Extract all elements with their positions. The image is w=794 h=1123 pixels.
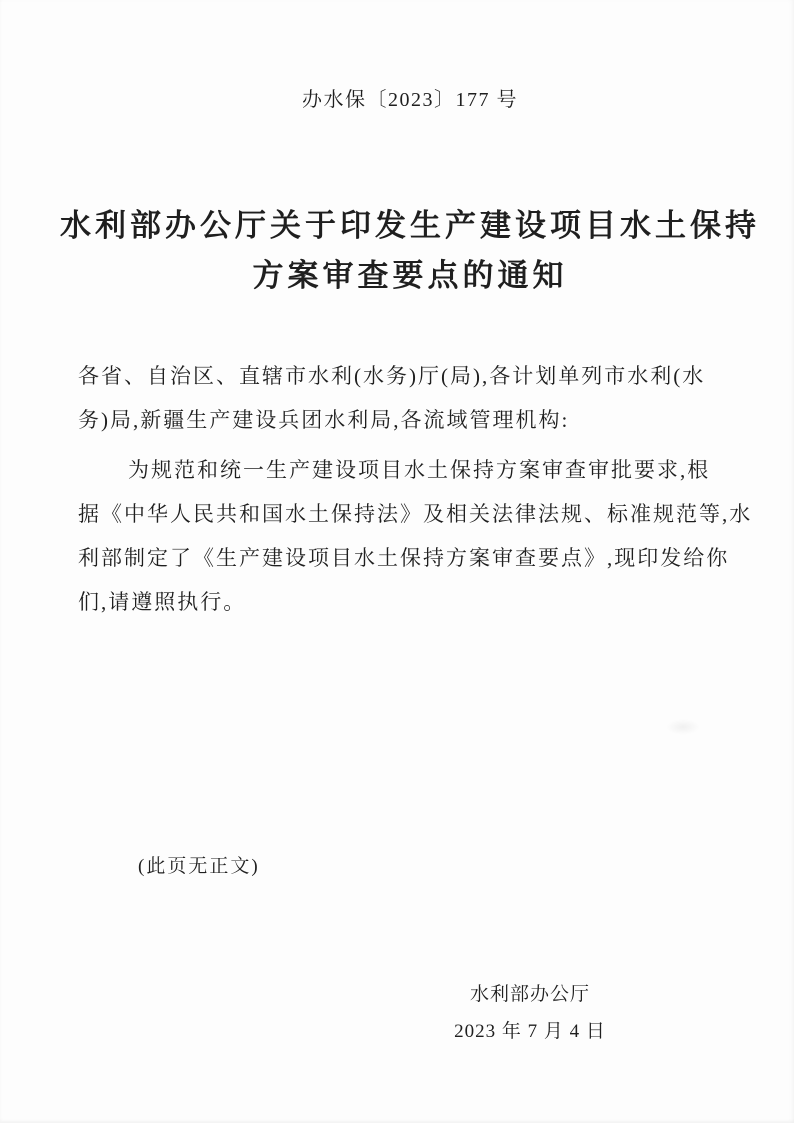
no-text-note: (此页无正文): [138, 856, 260, 877]
salutation-line-1: 各省、自治区、直辖市水利(水务)厅(局),各计划单列市水利(水: [78, 364, 706, 388]
doc-number: 办水保〔2023〕177 号: [302, 89, 518, 111]
document-date: 2023 年 7 月 4 日: [454, 1021, 606, 1042]
body-line-4: 们,请遵照执行。: [78, 590, 247, 614]
signer-name: 水利部办公厅: [469, 984, 590, 1005]
salutation-line-2: 务)局,新疆生产建设兵团水利局,各流域管理机构:: [78, 408, 570, 432]
body-line-1: 为规范和统一生产建设项目水土保持方案审查审批要求,根: [128, 458, 711, 482]
body-line-3: 利部制定了《生产建设项目水土保持方案审查要点》,现印发给你: [78, 546, 730, 570]
body-paragraph: [78, 448, 753, 624]
body-line-2: 据《中华人民共和国水土保持法》及相关法律法规、标准规范等,水: [78, 502, 753, 526]
signature-block: [420, 976, 640, 1050]
title-line-1: 水利部办公厅关于印发生产建设项目水土保持: [60, 208, 760, 243]
title-line-2: 方案审查要点的通知: [252, 258, 568, 293]
document-title: [13, 201, 794, 301]
salutation-paragraph: [78, 354, 746, 442]
scan-smudge: [666, 719, 700, 735]
